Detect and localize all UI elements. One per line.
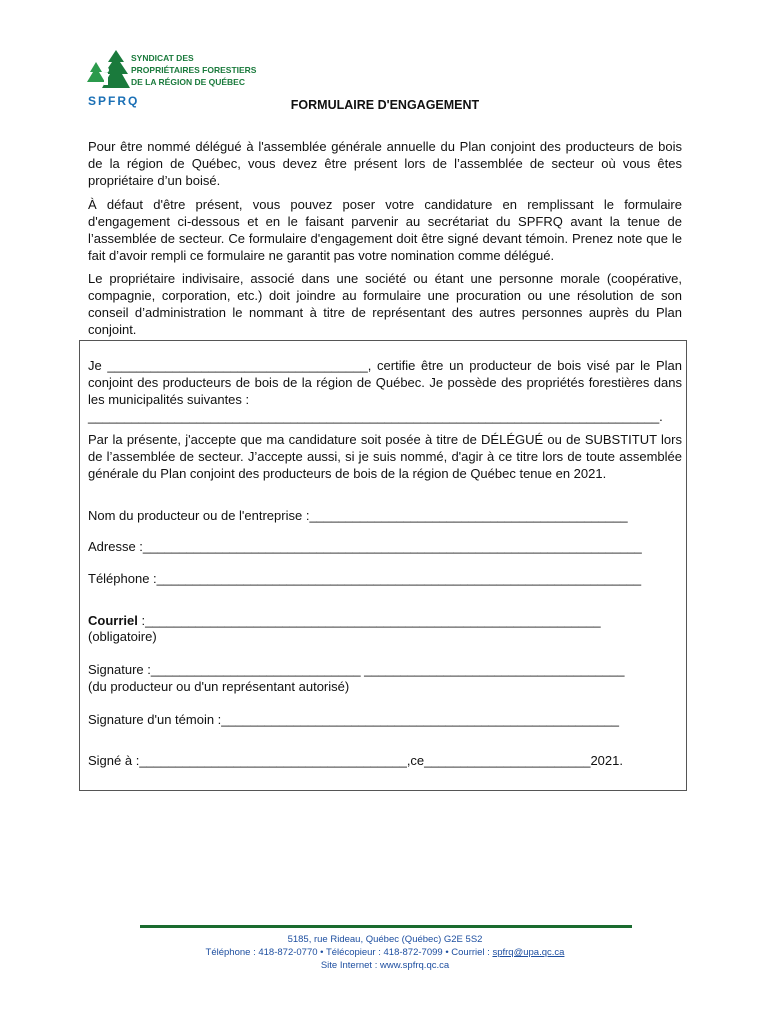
municipalities-field[interactable]: _______________________________________________________________________________.: [88, 409, 663, 424]
signature-note: (du producteur ou d'un représentant autorisé): [88, 679, 350, 694]
email-field[interactable]: [88, 612, 682, 629]
intro-paragraph-1: Pour être nommé délégué à l'assemblée générale annuelle du Plan conjoint des producteurs de bois de la région de Québec, vous devez être présent lors de l’assemblée de secteur où vous êtes propriétaire d’un boisé.: [88, 139, 682, 188]
email-note: (obligatoire): [88, 629, 157, 644]
logo-abbreviation: SPFRQ: [88, 94, 140, 108]
email-label: Courriel: [88, 613, 138, 628]
phone-field[interactable]: Téléphone :___________________________________________________________________: [88, 571, 642, 586]
address-field[interactable]: Adresse :_____________________________________________________________________: [88, 539, 642, 554]
signed-at-field[interactable]: Signé à :_____________________________________,ce_______________________2021.: [88, 753, 623, 768]
footer-email-link[interactable]: spfrq@upa.qc.ca: [492, 947, 565, 958]
intro-paragraph-3: Le propriétaire indivisaire, associé dans une société ou étant une personne morale (coopérative, compagnie, corporation, etc.) doit joindre au formulaire une procuration ou une résolution de son conseil d’administration le nommant à titre de représentant des autres personnes auprès du Plan conjoint.: [88, 271, 682, 337]
logo-line: PROPRIÉTAIRES FORESTIERS: [131, 65, 257, 75]
logo-line: SYNDICAT DES: [131, 53, 194, 63]
footer-address: 5185, rue Rideau, Québec (Québec) G2E 5S2: [287, 934, 483, 945]
intro-paragraph-2: À défaut d'être présent, vous pouvez poser votre candidature en remplissant le formulaire d'engagement ci-dessous et en le faisant parvenir au secrétariat du SPFRQ avant la tenue de l’assemblée de secteur. Ce formulaire d'engagement doit être signé devant témoin. Prenez note que le fait d’avoir rempli ce formulaire ne garantit pas votre nomination comme délégué.: [88, 197, 682, 263]
witness-signature-field[interactable]: Signature d'un témoin :_______________________________________________________: [88, 712, 619, 727]
footer-contact-text: Téléphone : 418-872-0770 • Télécopieur : 418-872-7099 • Courriel :: [205, 947, 493, 958]
tree-icon: [86, 48, 134, 96]
footer-divider: [140, 925, 632, 928]
email-line: :_______________________________________________________________: [137, 613, 601, 628]
producer-name-field[interactable]: Nom du producteur ou de l'entreprise :____________________________________________: [88, 508, 628, 523]
footer-contact: [0, 947, 770, 959]
page-title: FORMULAIRE D'ENGAGEMENT: [290, 98, 480, 112]
logo-text: [131, 52, 256, 88]
acceptance-text: Par la présente, j'accepte que ma candidature soit posée à titre de DÉLÉGUÉ ou de SUBSTITUT lors de l’assemblée de secteur. J’accepte aussi, si je suis nommé, d'agir à ce titre lors de toute assemblée générale du Plan conjoint des producteurs de bois de la région de Québec tenue en 2021.: [88, 432, 682, 481]
logo-line: DE LA RÉGION DE QUÉBEC: [131, 77, 245, 87]
footer-website: Site Internet : www.spfrq.qc.ca: [320, 960, 450, 971]
declaration-text: Je ____________________________________, certifie être un producteur de bois visé par le Plan conjoint des producteurs de bois de la région de Québec. Je possède des propriétés forestières dans les municipalités suivantes :: [88, 358, 682, 407]
signature-field[interactable]: Signature :_____________________________ ____________________________________: [88, 662, 625, 677]
